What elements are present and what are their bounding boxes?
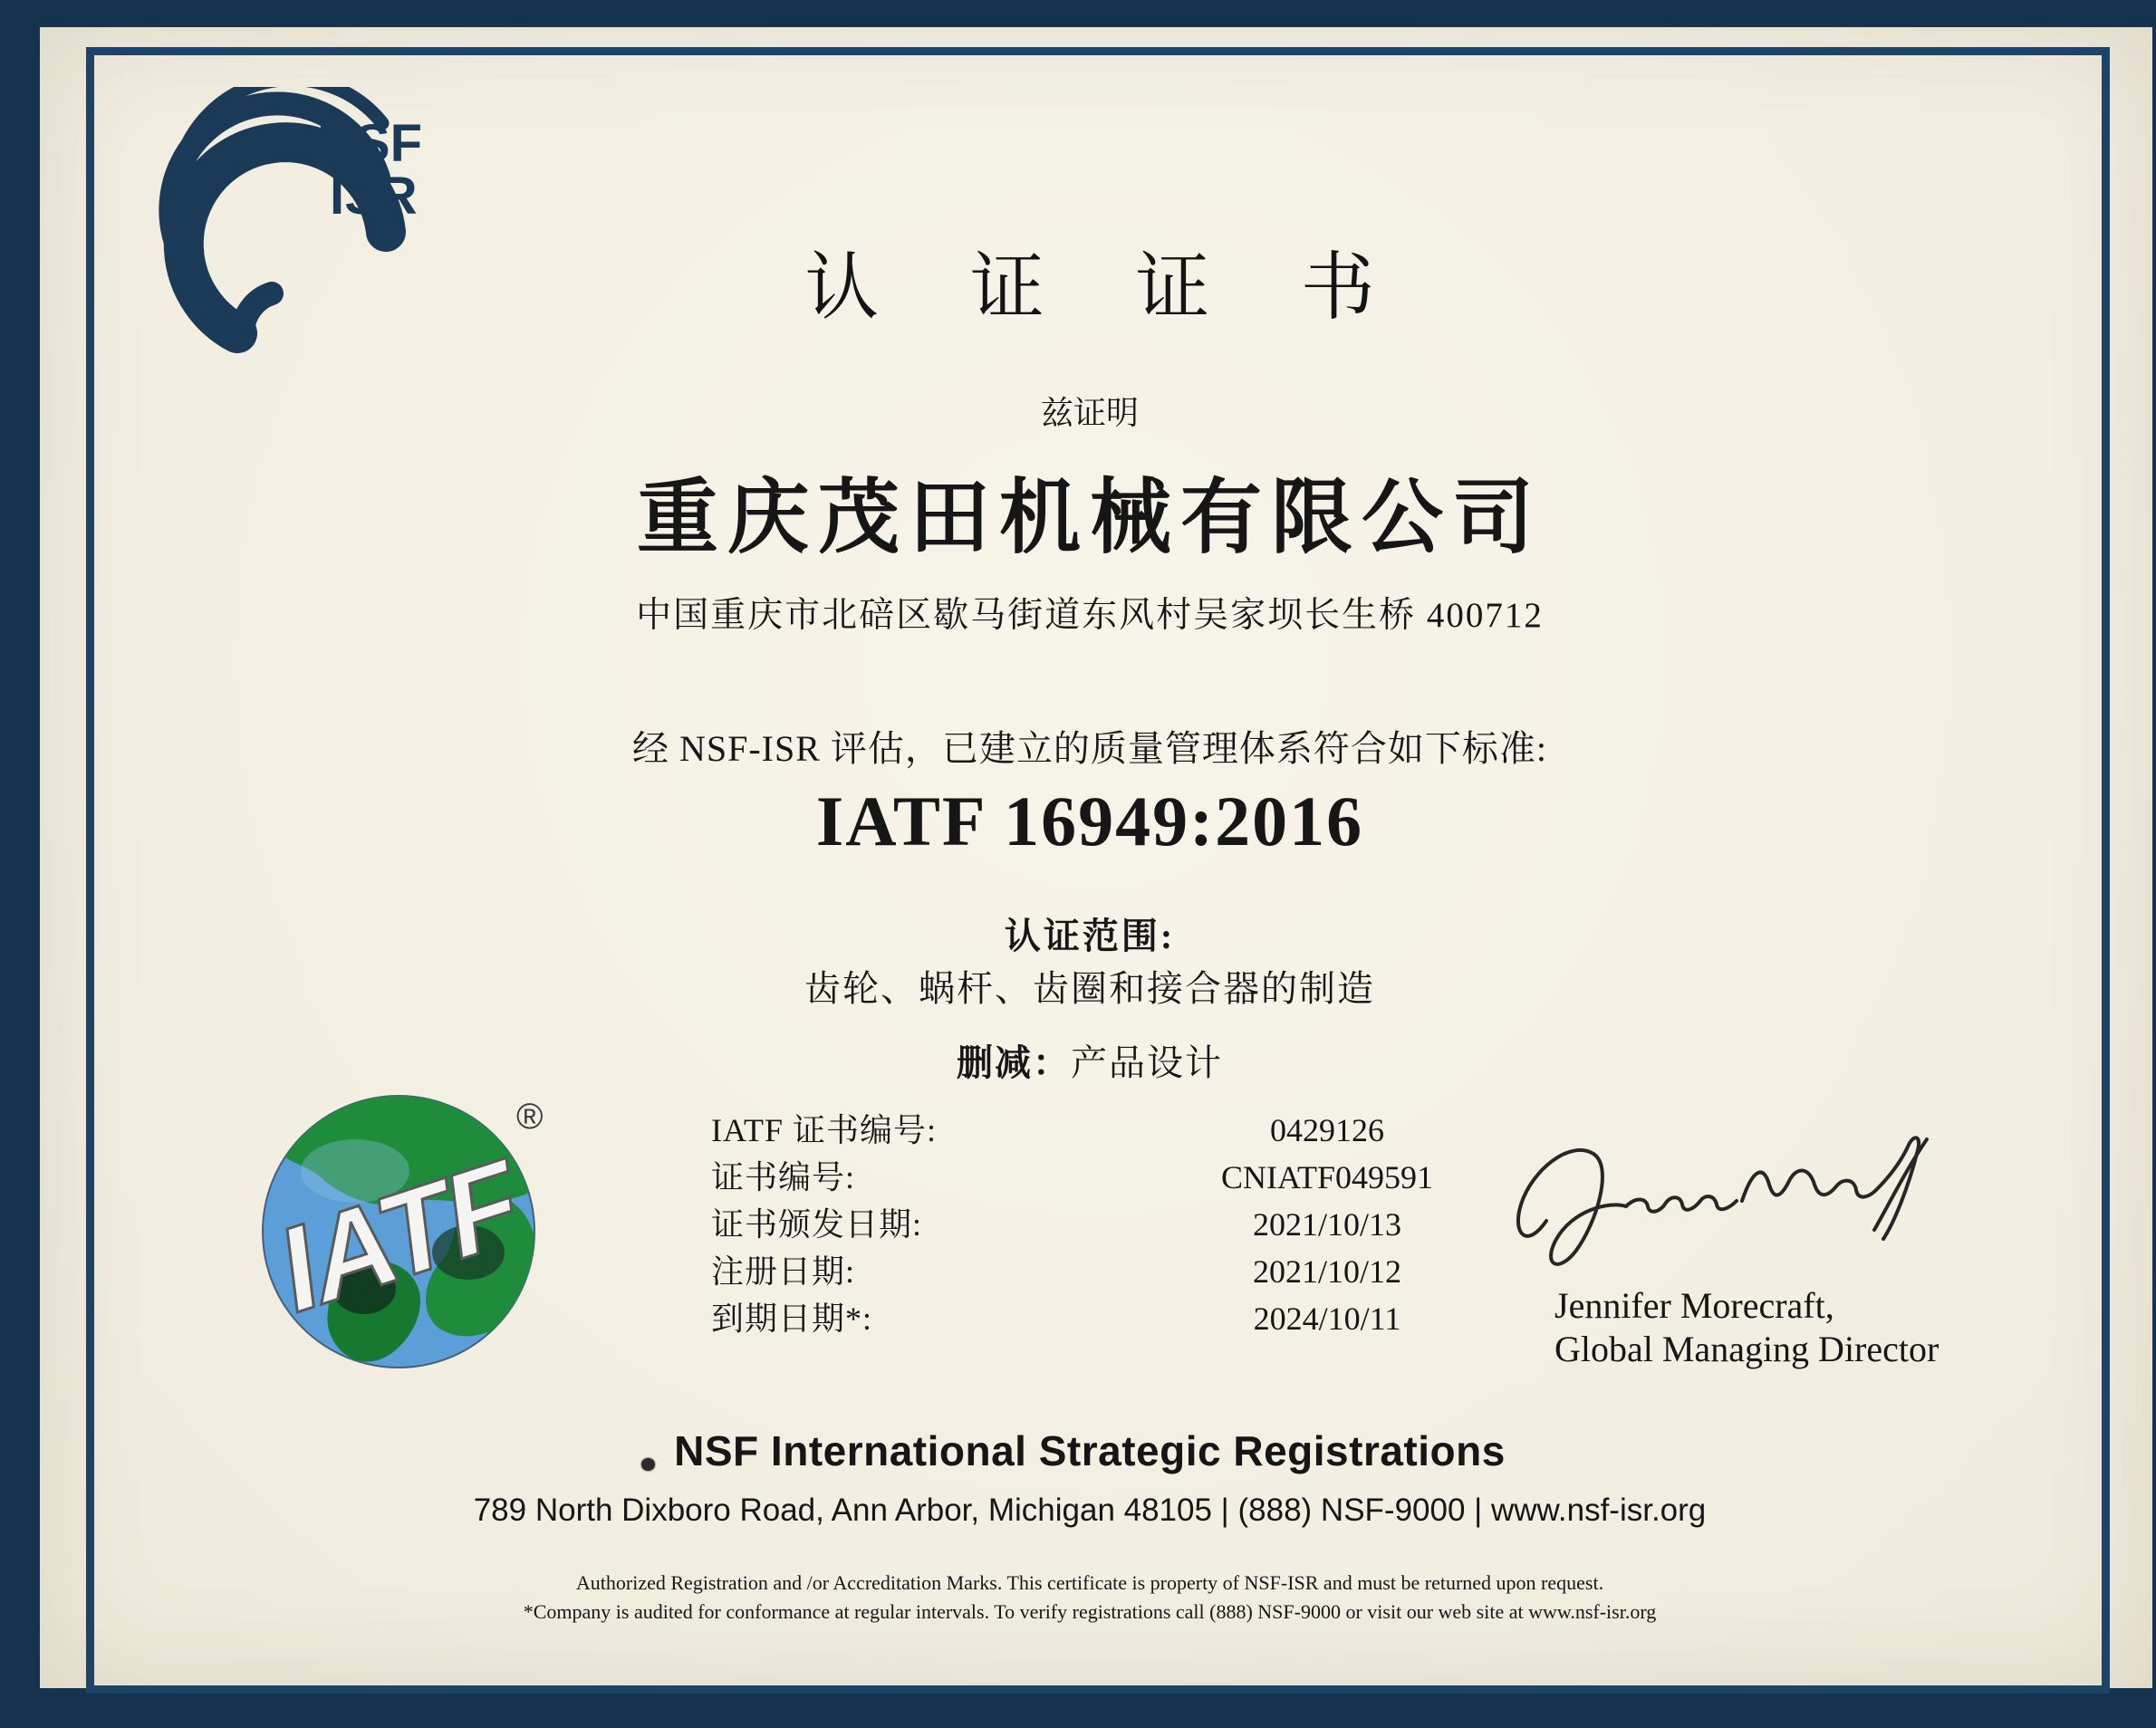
signer-name: Jennifer Morecraft, [1554,1285,1834,1326]
detail-row-iatf-number [711,1107,1581,1154]
org-name: NSF International Strategic Registrations [674,1427,1506,1474]
exclusion-label: 删减： [957,1042,1071,1083]
org-address: 789 North Dixboro Road, Ann Arbor, Michigan 48105 | (888) NSF-9000 | www.nsf-isr.org [473,1493,1707,1528]
exclusion-text: 产品设计 [1071,1042,1223,1083]
detail-label: IATF 证书编号: [711,1112,938,1148]
standard-name: IATF 16949:2016 [815,782,1364,860]
signature-script [1499,1114,1952,1295]
detail-value: 2024/10/11 [1253,1301,1401,1337]
detail-row-cert-number [711,1154,1581,1201]
company-address: 中国重庆市北碚区歇马街道东风村吴家坝长生桥 400712 [636,596,1544,635]
scope-heading: 认证范围: [1004,916,1176,956]
company-name: 重庆茂田机械有限公司 [637,474,1543,563]
detail-value: 0429126 [1270,1112,1384,1148]
exclusion-line [86,1034,2093,1086]
iatf-logo-text: IATF [262,1135,534,1338]
scope-text: 齿轮、蜗杆、齿圈和接合器的制造 [804,968,1375,1009]
detail-value: 2021/10/12 [1252,1253,1401,1290]
detail-label: 证书编号: [711,1159,856,1195]
fine-print-line1: Authorized Registration and /or Accreditation Marks. This certificate is property of NSF-ISR and must be returned upon request. [575,1571,1604,1594]
detail-row-expiry-date [711,1295,1581,1342]
certificate-details [711,1107,1581,1342]
ink-dot-artifact [641,1458,655,1471]
iatf-registered-mark: ® [516,1097,544,1137]
certify-line: 兹证明 [1040,395,1139,431]
detail-value: 2021/10/13 [1252,1206,1401,1243]
assessment-line: 经 NSF-ISR 评估，已建立的质量管理体系符合如下标准: [631,728,1548,769]
detail-row-registration-date [711,1248,1581,1295]
detail-row-issue-date [711,1201,1581,1248]
signer-title: Global Managing Director [1554,1329,1939,1369]
fine-print-line2: *Company is audited for conformance at regular intervals. To verify registrations call (888) NSF-9000 or visit our web site at www.nsf-isr.org [523,1600,1657,1623]
nsf-logo-text-isr: ISR [330,167,418,226]
certificate-title: 认 证 证 书 [804,246,1411,329]
nsf-logo-text-nsf: NSF [317,114,422,173]
detail-label: 到期日期*: [711,1301,873,1337]
detail-label: 注册日期: [711,1253,856,1290]
detail-label: 证书颁发日期: [711,1206,923,1243]
detail-value: CNIATF049591 [1220,1159,1434,1195]
iatf-globe-logo [255,1085,554,1375]
